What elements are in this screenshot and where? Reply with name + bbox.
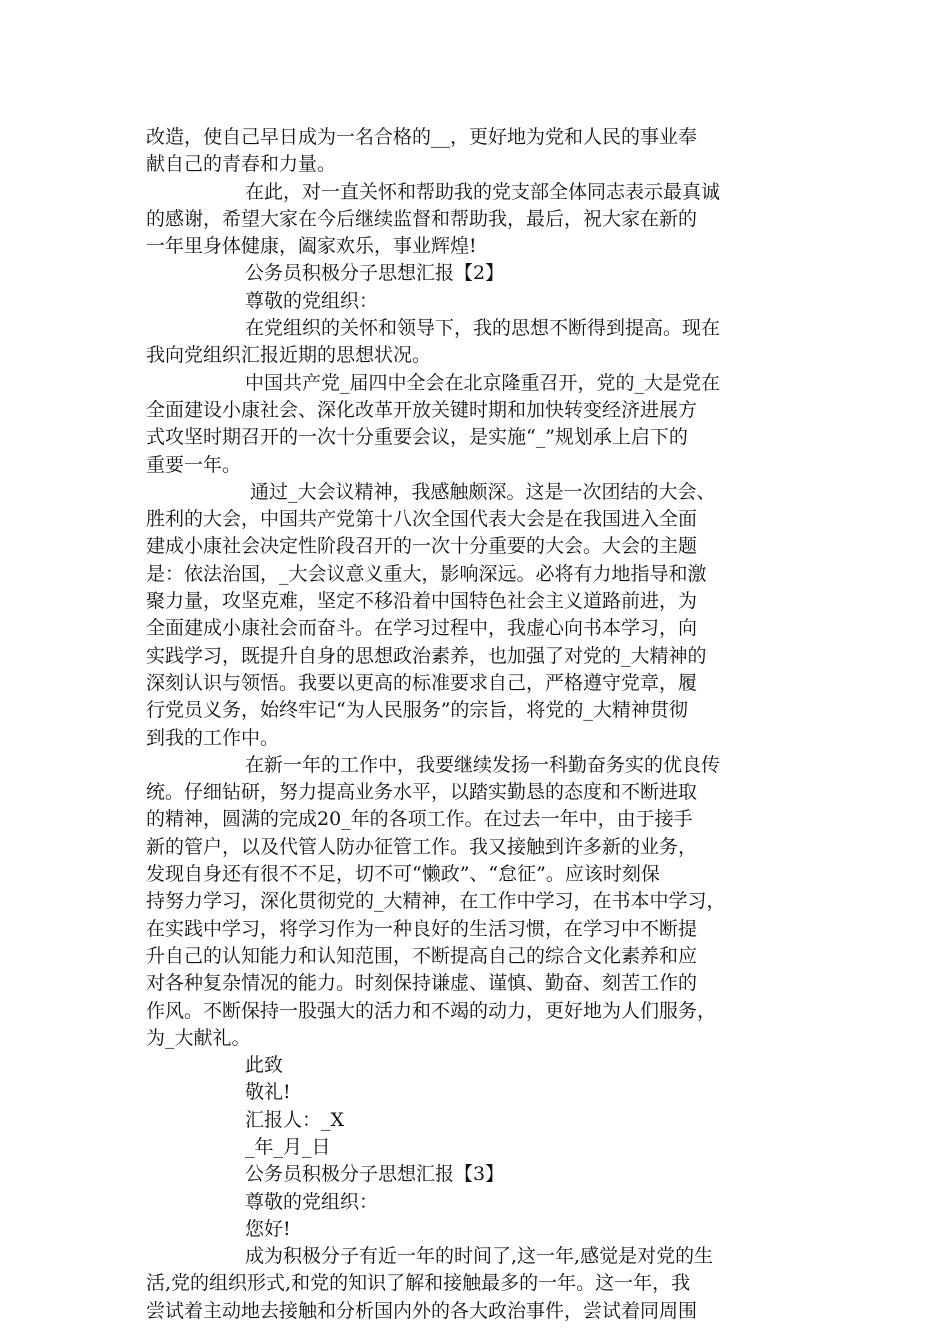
text-line: 一年里身体健康，阖家欢乐，事业辉煌! [146,235,477,258]
text-line: 在党组织的关怀和领导下，我的思想不断得到提高。现在 [245,317,721,340]
text-line: 为_大献礼。 [146,1026,251,1049]
text-line: 是：依法治国，_大会议意义重大，影响深远。必将有力地指导和激 [146,562,707,585]
text-line: 通过_大会议精神，我感触颇深。这是一次团结的大会、 [250,480,716,503]
text-line: 敬礼! [245,1081,291,1104]
text-line: 公务员积极分子思想汇报【2】 [245,262,505,285]
document-body [146,124,816,1325]
text-line: 中国共产党_届四中全会在北京隆重召开，党的_大是党在 [245,371,721,394]
text-line: 重要一年。 [146,453,242,476]
text-line: 改造，使自己早日成为一名合格的__，更好地为党和人民的事业奉 [146,126,698,148]
text-line: 在新一年的工作中，我要继续发扬一科勤奋务实的优良传 [245,753,721,776]
text-line: 建成小康社会决定性阶段召开的一次十分重要的大会。大会的主题 [146,535,698,558]
text-line: 胜利的大会，中国共产党第十八次全国代表大会是在我国进入全面 [146,508,698,531]
text-line: 发现自身还有很不不足，切不可“懒政”、“怠征”。应该时刻保 [146,863,660,886]
text-line: 作风。不断保持一股强大的活力和不竭的动力，更好地为人们服务， [146,999,717,1022]
text-line: 实践学习，既提升自身的思想政治素养，也加强了对党的_大精神的 [146,644,707,667]
text-line: 尝试着主动地去接触和分析国内外的各大政治事件，尝试着同周围 [146,1299,698,1322]
text-line: 您好! [245,1217,291,1240]
text-line: 行党员义务，始终牢记“为人民服务”的宗旨，将党的_大精神贯彻 [146,699,688,722]
text-line: 新的管户，以及代管人防办征管工作。我又接触到许多新的业务， [146,835,698,858]
text-line: 成为积极分子有近一年的时间了,这一年,感觉是对党的生 [245,1245,714,1268]
text-line: 我向党组织汇报近期的思想状况。 [146,344,432,367]
text-line: 对各种复杂情况的能力。时刻保持谦虚、谨慎、勤奋、刻苦工作的 [146,972,698,995]
text-line: 在实践中学习，将学习作为一种良好的生活习惯，在学习中不断提 [146,917,698,940]
text-line: 活,党的组织形式,和党的知识了解和接触最多的一年。这一年，我 [146,1272,691,1295]
text-line: 在此，对一直关怀和帮助我的党支部全体同志表示最真诚 [245,180,721,203]
text-line: 升自己的认知能力和认知范围，不断提高自己的综合文化素养和应 [146,944,698,967]
text-line: 全面建设小康社会、深化改革开放关键时期和加快转变经济进展方 [146,398,698,421]
text-line: 此致 [245,1054,284,1077]
text-line: 聚力量，攻坚克难，坚定不移沿着中国特色社会主义道路前进，为 [146,590,698,613]
text-line: 汇报人：_X [245,1108,345,1131]
text-line: 献自己的青春和力量。 [146,153,337,176]
text-line: 的精神，圆满的完成20_年的各项工作。在过去一年中，由于接手 [146,808,693,831]
text-line: 的感谢，希望大家在今后继续监督和帮助我，最后，祝大家在新的 [146,207,698,230]
text-line: 持努力学习，深化贯彻党的_大精神，在工作中学习，在书本中学习， [146,890,726,913]
text-line: 统。仔细钻研，努力提高业务水平，以踏实勤恳的态度和不断进取 [146,781,698,804]
text-line: 公务员积极分子思想汇报【3】 [245,1163,505,1186]
text-line: 到我的工作中。 [146,726,280,749]
text-line: 尊敬的党组织： [245,289,379,312]
text-line: 深刻认识与领悟。我要以更高的标准要求自己，严格遵守党章，履 [146,671,698,694]
text-line: 尊敬的党组织： [245,1190,379,1213]
text-line: 式攻坚时期召开的一次十分重要会议，是实施“_”规划承上启下的 [146,426,688,449]
text-line: _年_月_日 [245,1135,331,1158]
text-line: 全面建成小康社会而奋斗。在学习过程中，我虚心向书本学习，向 [146,617,698,640]
